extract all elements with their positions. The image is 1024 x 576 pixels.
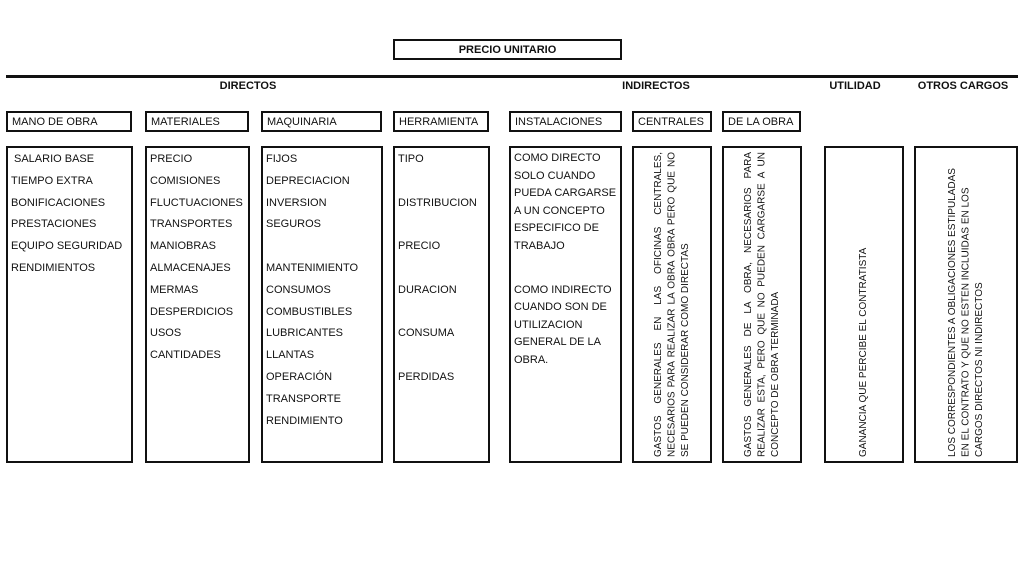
header-centrales: CENTRALES [632,111,712,132]
spacer [398,258,485,280]
list-item: CONSUMA [398,327,455,340]
instalaciones-indirecto-text: COMO INDIRECTO CUANDO SON DE UTILIZACION GENERAL DE LA OBRA. [514,283,612,366]
category-indirectos: INDIRECTOS [622,80,690,92]
list-item: INVERSION [266,196,327,209]
list-item: CONSUMOS [266,283,331,296]
category-directos: DIRECTOS [219,80,277,92]
spacer [514,256,617,282]
list-item: PRECIO [150,153,193,165]
list-item: PRECIO [398,240,441,253]
list-item: DISTRIBUCION [398,196,477,209]
list-item: DURACION [398,283,457,296]
column-materiales [145,146,250,463]
list-item: RENDIMIENTOS [11,261,96,274]
de-la-obra-text: GASTOS GENERALES DE LA OBRA, NECESARIOS PARA REALIZAR ESTA, PERO QUE NO PUEDEN CARGARSE A UN CONCEPTO DE OBRA TERMINADA [742,152,781,457]
list-item: BONIFICACIONES [11,196,106,209]
category-utilidad: UTILIDAD [829,80,881,92]
list-item: TRANSPORTES [150,218,233,231]
header-mano-de-obra: MANO DE OBRA [6,111,132,132]
list-item: ALMACENAJES [150,261,231,274]
column-instalaciones [509,146,622,463]
list-item: TRANSPORTE [266,392,341,405]
list-item: TIEMPO EXTRA [11,174,93,187]
spacer [266,236,378,258]
column-herramienta [393,146,490,463]
list-item: PERDIDAS [398,370,455,383]
header-herramienta: HERRAMIENTA [393,111,489,132]
header-materiales: MATERIALES [145,111,249,132]
header-maquinaria: MAQUINARIA [261,111,382,132]
list-item: FIJOS [266,153,298,165]
instalaciones-directo-text: COMO DIRECTO SOLO CUANDO PUEDA CARGARSE A UN CONCEPTO ESPECIFICO DE TRABAJO [514,152,617,252]
list-item: SALARIO BASE [14,153,95,165]
list-item: RENDIMIENTO [266,414,343,427]
category-otros-cargos: OTROS CARGOS [917,80,1009,92]
header-instalaciones: INSTALACIONES [509,111,622,132]
list-item: TIPO [398,153,424,165]
list-item: COMBUSTIBLES [266,305,353,318]
list-item: COMISIONES [150,174,221,187]
list-item: EQUIPO SEGURIDAD [11,240,123,253]
list-item: MANTENIMIENTO [266,261,359,274]
list-item: MERMAS [150,283,199,296]
divider [6,75,1018,78]
list-item: FLUCTUACIONES [150,196,243,209]
column-mano-de-obra [6,146,133,463]
list-item: LLANTAS [266,349,315,362]
page-title: PRECIO UNITARIO [393,39,622,60]
spacer [398,302,485,324]
spacer [398,214,485,236]
column-centrales [632,146,712,463]
utilidad-text: GANANCIA QUE PERCIBE EL CONTRATISTA [858,247,870,457]
list-item: DESPERDICIOS [150,305,234,318]
column-otros-cargos [914,146,1018,463]
list-item: LUBRICANTES [266,327,344,340]
list-item: SEGUROS [266,218,322,231]
otros-cargos-text: LOS CORRESPONDIENTES A OBLIGACIONES ESTIPULADAS EN EL CONTRATO Y QUE NO ESTEN INCLUIDAS EN LOS CARGOS DIRECTOS NI INDIRECTOS [946,168,985,457]
column-maquinaria [261,146,383,463]
header-de-la-obra: DE LA OBRA [722,111,801,132]
column-utilidad [824,146,904,463]
column-de-la-obra [722,146,802,463]
list-item: CANTIDADES [150,349,221,362]
list-item: PRESTACIONES [11,218,97,231]
spacer [398,345,485,367]
list-item: DEPRECIACION [266,174,350,187]
list-item: USOS [150,327,182,340]
spacer [398,171,485,193]
centrales-text: GASTOS GENERALES EN LAS OFICINAS CENTRALES, NECESARIOS PARA REALIZAR LA OBRA OBRA PERO QUE NO SE PUEDEN CONSIDERAR COMO DIRECTAS [652,152,691,457]
list-item: MANIOBRAS [150,240,217,253]
list-item: OPERACIÓN [266,370,333,383]
